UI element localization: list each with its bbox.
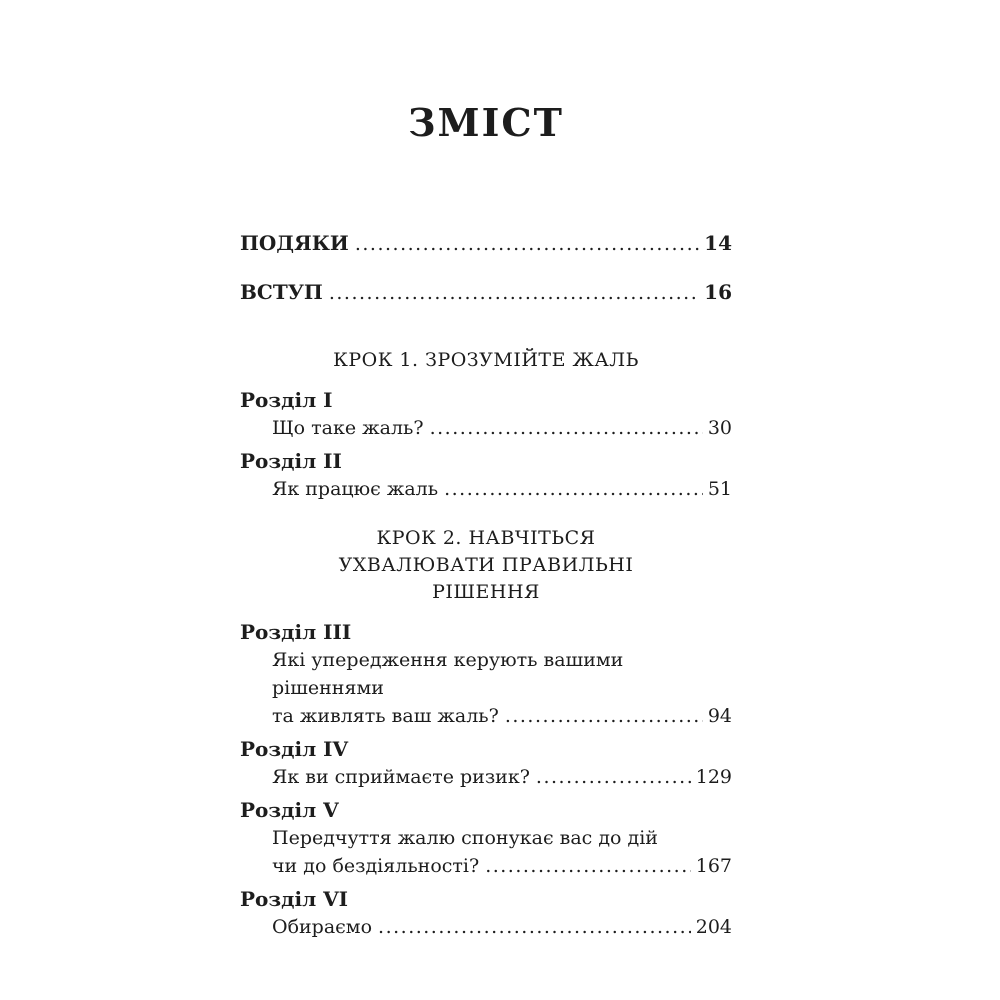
chapter-entry [240,763,732,791]
dot-leader [444,475,703,503]
chapter-title: Розділ V [240,797,339,822]
front-matter [240,230,732,307]
chapter-title: Розділ II [240,448,342,473]
chapter-entry [240,414,732,442]
toc-entry [272,763,732,791]
toc-entry [272,852,732,880]
toc-entry-page: 129 [695,765,732,788]
toc-entry-label: чи до бездіяльності? [272,854,480,877]
toc-section [240,525,732,941]
chapter-block [240,796,732,880]
chapter-entry-text: Які упередження керують вашими рішеннями [272,648,624,699]
toc-entry-page: 94 [707,704,732,727]
section-heading: КРОК 2. НАВЧІТЬСЯ УХВАЛЮВАТИ ПРАВИЛЬНІ РІШЕННЯ [338,526,634,603]
chapter-entry-text: Передчуття жалю спонукає вас до дій [272,826,658,849]
chapter-block [240,447,732,503]
chapter-title: Розділ III [240,619,352,644]
dot-leader [355,231,699,258]
toc-entry-label: ВСТУП [240,279,323,304]
toc-entry-page: 30 [707,416,732,439]
dot-leader [485,852,691,880]
chapter-entry [240,824,732,880]
toc-entry-label: Що таке жаль? [272,416,424,439]
toc-entry [240,279,732,307]
toc-entry-label: Обираємо [272,915,373,938]
dot-leader [505,702,703,730]
toc-entry-label: Як працює жаль [272,477,439,500]
toc-entry-page: 16 [704,279,732,304]
page-title: ЗМІСТ [408,100,564,145]
toc-entry [272,475,732,503]
toc-entry-page: 14 [704,230,732,255]
section-heading: КРОК 1. ЗРОЗУМІЙТЕ ЖАЛЬ [333,348,639,371]
dot-leader [329,280,699,307]
chapter-entry [240,646,732,730]
chapter-title: Розділ IV [240,736,349,761]
chapter-entry [240,913,732,941]
toc-entry-page: 204 [695,915,732,938]
toc-entry-page: 167 [695,854,732,877]
toc-section [240,347,732,503]
toc-entry [272,913,732,941]
toc-entry-page: 51 [707,477,732,500]
table-of-contents [240,230,732,941]
toc-content [240,0,732,941]
chapter-title: Розділ VI [240,886,349,911]
dot-leader [536,763,691,791]
chapter-block [240,386,732,442]
chapter-block [240,618,732,730]
chapter-title: Розділ I [240,387,333,412]
chapter-entry [240,475,732,503]
dot-leader [430,414,703,442]
toc-entry-label: та живлять ваш жаль? [272,704,499,727]
sections [240,347,732,941]
toc-entry [240,230,732,258]
chapter-block [240,735,732,791]
toc-entry-label: ПОДЯКИ [240,230,349,255]
dot-leader [378,913,691,941]
chapter-block [240,885,732,941]
toc-entry-label: Як ви сприймаєте ризик? [272,765,530,788]
toc-entry [272,702,732,730]
toc-entry [272,414,732,442]
